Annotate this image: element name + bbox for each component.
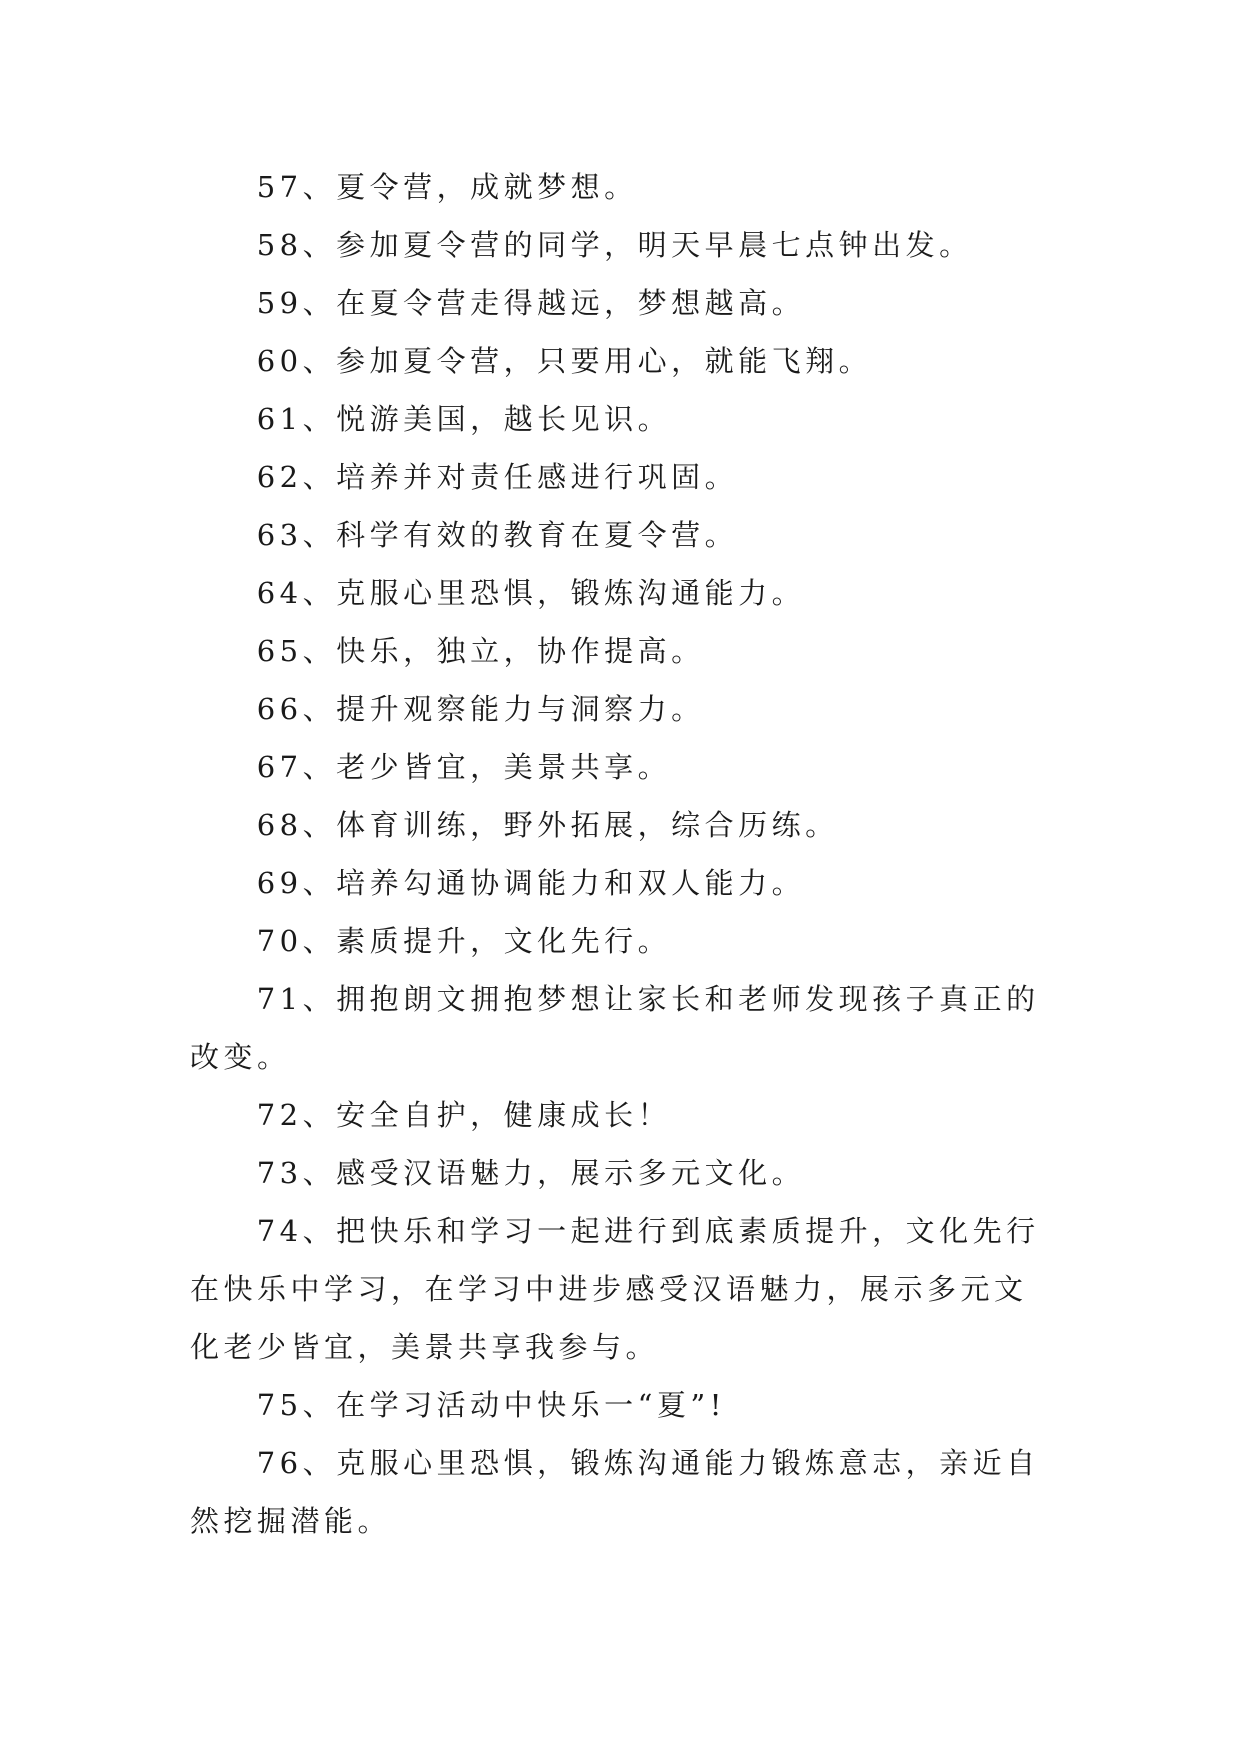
paragraph-65: 65、快乐，独立，协作提高。 — [256, 634, 705, 668]
paragraph-75: 75、在学习活动中快乐一“夏”! — [256, 1388, 726, 1422]
paragraph-59: 59、在夏令营走得越远，梦想越高。 — [256, 286, 806, 320]
paragraph-64: 64、克服心里恐惧，锻炼沟通能力。 — [256, 576, 806, 610]
paragraph-76: 76、克服心里恐惧，锻炼沟通能力锻炼意志，亲近自然挖掘潜能。 — [190, 1446, 1040, 1538]
paragraph-60: 60、参加夏令营，只要用心，就能飞翔。 — [256, 344, 873, 378]
paragraph-69: 69、培养勾通协调能力和双人能力。 — [256, 866, 806, 900]
paragraph-72: 72、安全自护，健康成长！ — [256, 1098, 672, 1132]
paragraph-61: 61、悦游美国，越长见识。 — [256, 402, 672, 436]
paragraph-74: 74、把快乐和学习一起进行到底素质提升，文化先行在快乐中学习，在学习中进步感受汉语魅力，展示多元文化老少皆宜，美景共享我参与。 — [190, 1214, 1040, 1364]
paragraph-62: 62、培养并对责任感进行巩固。 — [256, 460, 739, 494]
paragraph-63: 63、科学有效的教育在夏令营。 — [256, 518, 739, 552]
paragraph-57: 57、夏令营，成就梦想。 — [256, 170, 638, 204]
document-body — [190, 158, 1060, 1550]
paragraph-68: 68、体育训练，野外拓展，综合历练。 — [256, 808, 839, 842]
paragraph-70: 70、素质提升，文化先行。 — [256, 924, 672, 958]
paragraph-67: 67、老少皆宜，美景共享。 — [256, 750, 672, 784]
paragraph-58: 58、参加夏令营的同学，明天早晨七点钟出发。 — [256, 228, 973, 262]
paragraph-66: 66、提升观察能力与洞察力。 — [256, 692, 705, 726]
paragraph-73: 73、感受汉语魅力，展示多元文化。 — [256, 1156, 806, 1190]
paragraph-71: 71、拥抱朗文拥抱梦想让家长和老师发现孩子真正的改变。 — [190, 982, 1040, 1074]
